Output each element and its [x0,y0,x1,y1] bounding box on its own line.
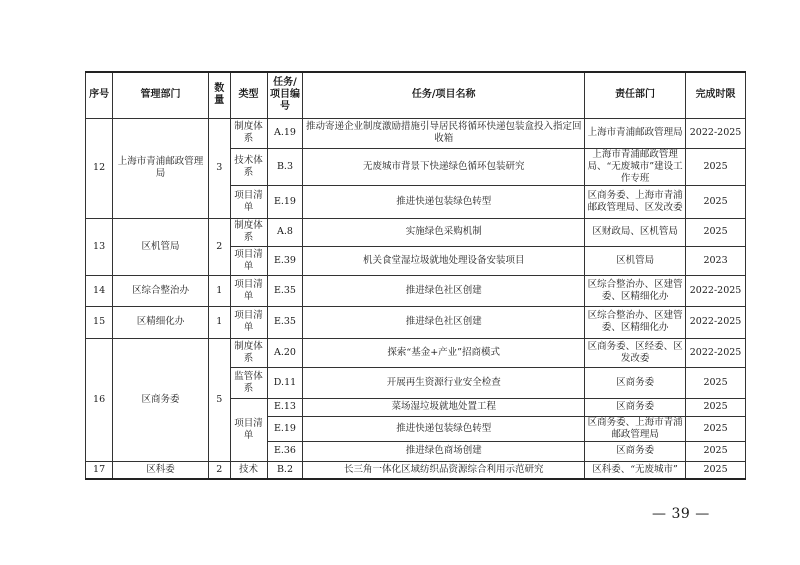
group-no: 14 [86,275,113,306]
header-name: 任务/项目名称 [303,72,585,118]
row-type: 技术 [230,461,267,479]
row-name: 开展再生资源行业安全检查 [303,367,585,398]
row-name: 长三角一体化区域纺织品资源综合利用示范研究 [303,461,585,479]
row-resp: 区机管局 [585,246,686,275]
row-resp: 上海市青浦邮政管理局 [585,118,686,148]
row-type: 项目清单 [230,246,267,275]
group-dept: 上海市青浦邮政管理局 [113,118,209,218]
group-dept: 区精细化办 [113,306,209,338]
row-type: 制度体系 [230,218,267,246]
header-resp: 责任部门 [585,72,686,118]
row-time: 2025 [686,416,746,441]
row-time: 2025 [686,441,746,461]
row-time: 2022-2025 [686,338,746,367]
row-code: E.35 [267,306,303,338]
header-count: 数量 [208,72,230,118]
row-type: 制度体系 [230,118,267,148]
group-count: 1 [208,275,230,306]
row-resp: 区科委、“无废城市” [585,461,686,479]
header-type: 类型 [230,72,267,118]
group-count: 2 [208,461,230,479]
group-no: 16 [86,338,113,461]
row-resp: 区综合整治办、区建管委、区精细化办 [585,306,686,338]
row-name: 机关食堂湿垃圾就地处理设备安装项目 [303,246,585,275]
row-name: 实施绿色采购机制 [303,218,585,246]
row-code: E.35 [267,275,303,306]
group-count: 5 [208,338,230,461]
row-time: 2022-2025 [686,306,746,338]
group-no: 15 [86,306,113,338]
row-time: 2022-2025 [686,275,746,306]
row-resp: 区商务委 [585,398,686,416]
row-time: 2022-2025 [686,118,746,148]
row-code: D.11 [267,367,303,398]
row-code: A.19 [267,118,303,148]
group-no: 13 [86,218,113,275]
row-name: 推进快递包装绿色转型 [303,416,585,441]
table-row [86,275,746,306]
row-name: 探索“基金+产业”招商模式 [303,338,585,367]
group-dept: 区商务委 [113,338,209,461]
row-type: 项目清单 [230,185,267,218]
header-time: 完成时限 [686,72,746,118]
group-no: 17 [86,461,113,479]
row-time: 2023 [686,246,746,275]
row-type: 制度体系 [230,338,267,367]
page-number: — 39 — [652,506,710,522]
row-time: 2025 [686,398,746,416]
table-row [86,118,746,148]
row-code: A.20 [267,338,303,367]
row-name: 推进绿色商场创建 [303,441,585,461]
row-type: 技术体系 [230,148,267,185]
row-time: 2025 [686,461,746,479]
table-header-row [86,72,746,118]
row-type: 项目清单 [230,306,267,338]
row-name: 推动寄递企业制度激励措施引导居民将循环快递包装盒投入指定回收箱 [303,118,585,148]
table-row [86,461,746,479]
row-name: 推进绿色社区创建 [303,306,585,338]
group-count: 3 [208,118,230,218]
row-code: A.8 [267,218,303,246]
row-code: E.19 [267,185,303,218]
row-code: E.39 [267,246,303,275]
row-time: 2025 [686,148,746,185]
group-dept: 区综合整治办 [113,275,209,306]
row-code: E.36 [267,441,303,461]
group-dept: 区机管局 [113,218,209,275]
table-row [86,338,746,367]
header-task-no: 任务/项目编号 [267,72,303,118]
row-resp: 区商务委 [585,441,686,461]
row-resp: 区商务委、上海市青浦邮政管理局、区发改委 [585,185,686,218]
row-name: 推进快递包装绿色转型 [303,185,585,218]
row-name: 推进绿色社区创建 [303,275,585,306]
row-type: 项目清单 [230,398,267,461]
group-dept: 区科委 [113,461,209,479]
row-time: 2025 [686,367,746,398]
row-resp: 区商务委 [585,367,686,398]
row-name: 菜场湿垃圾就地处置工程 [303,398,585,416]
row-name: 无废城市背景下快递绿色循环包装研究 [303,148,585,185]
row-code: B.3 [267,148,303,185]
group-count: 1 [208,306,230,338]
task-table [85,71,746,480]
table-row [86,218,746,246]
row-resp: 区综合整治办、区建管委、区精细化办 [585,275,686,306]
row-time: 2025 [686,218,746,246]
row-code: E.19 [267,416,303,441]
group-count: 2 [208,218,230,275]
row-resp: 区商务委、上海市青浦邮政管理局 [585,416,686,441]
row-code: E.13 [267,398,303,416]
row-type: 监管体系 [230,367,267,398]
row-resp: 上海市青浦邮政管理局、“无废城市”建设工作专班 [585,148,686,185]
row-resp: 区财政局、区机管局 [585,218,686,246]
row-resp: 区商务委、区经委、区发改委 [585,338,686,367]
row-time: 2025 [686,185,746,218]
row-code: B.2 [267,461,303,479]
row-type: 项目清单 [230,275,267,306]
group-no: 12 [86,118,113,218]
header-dept: 管理部门 [113,72,209,118]
table-row [86,306,746,338]
header-no: 序号 [86,72,113,118]
